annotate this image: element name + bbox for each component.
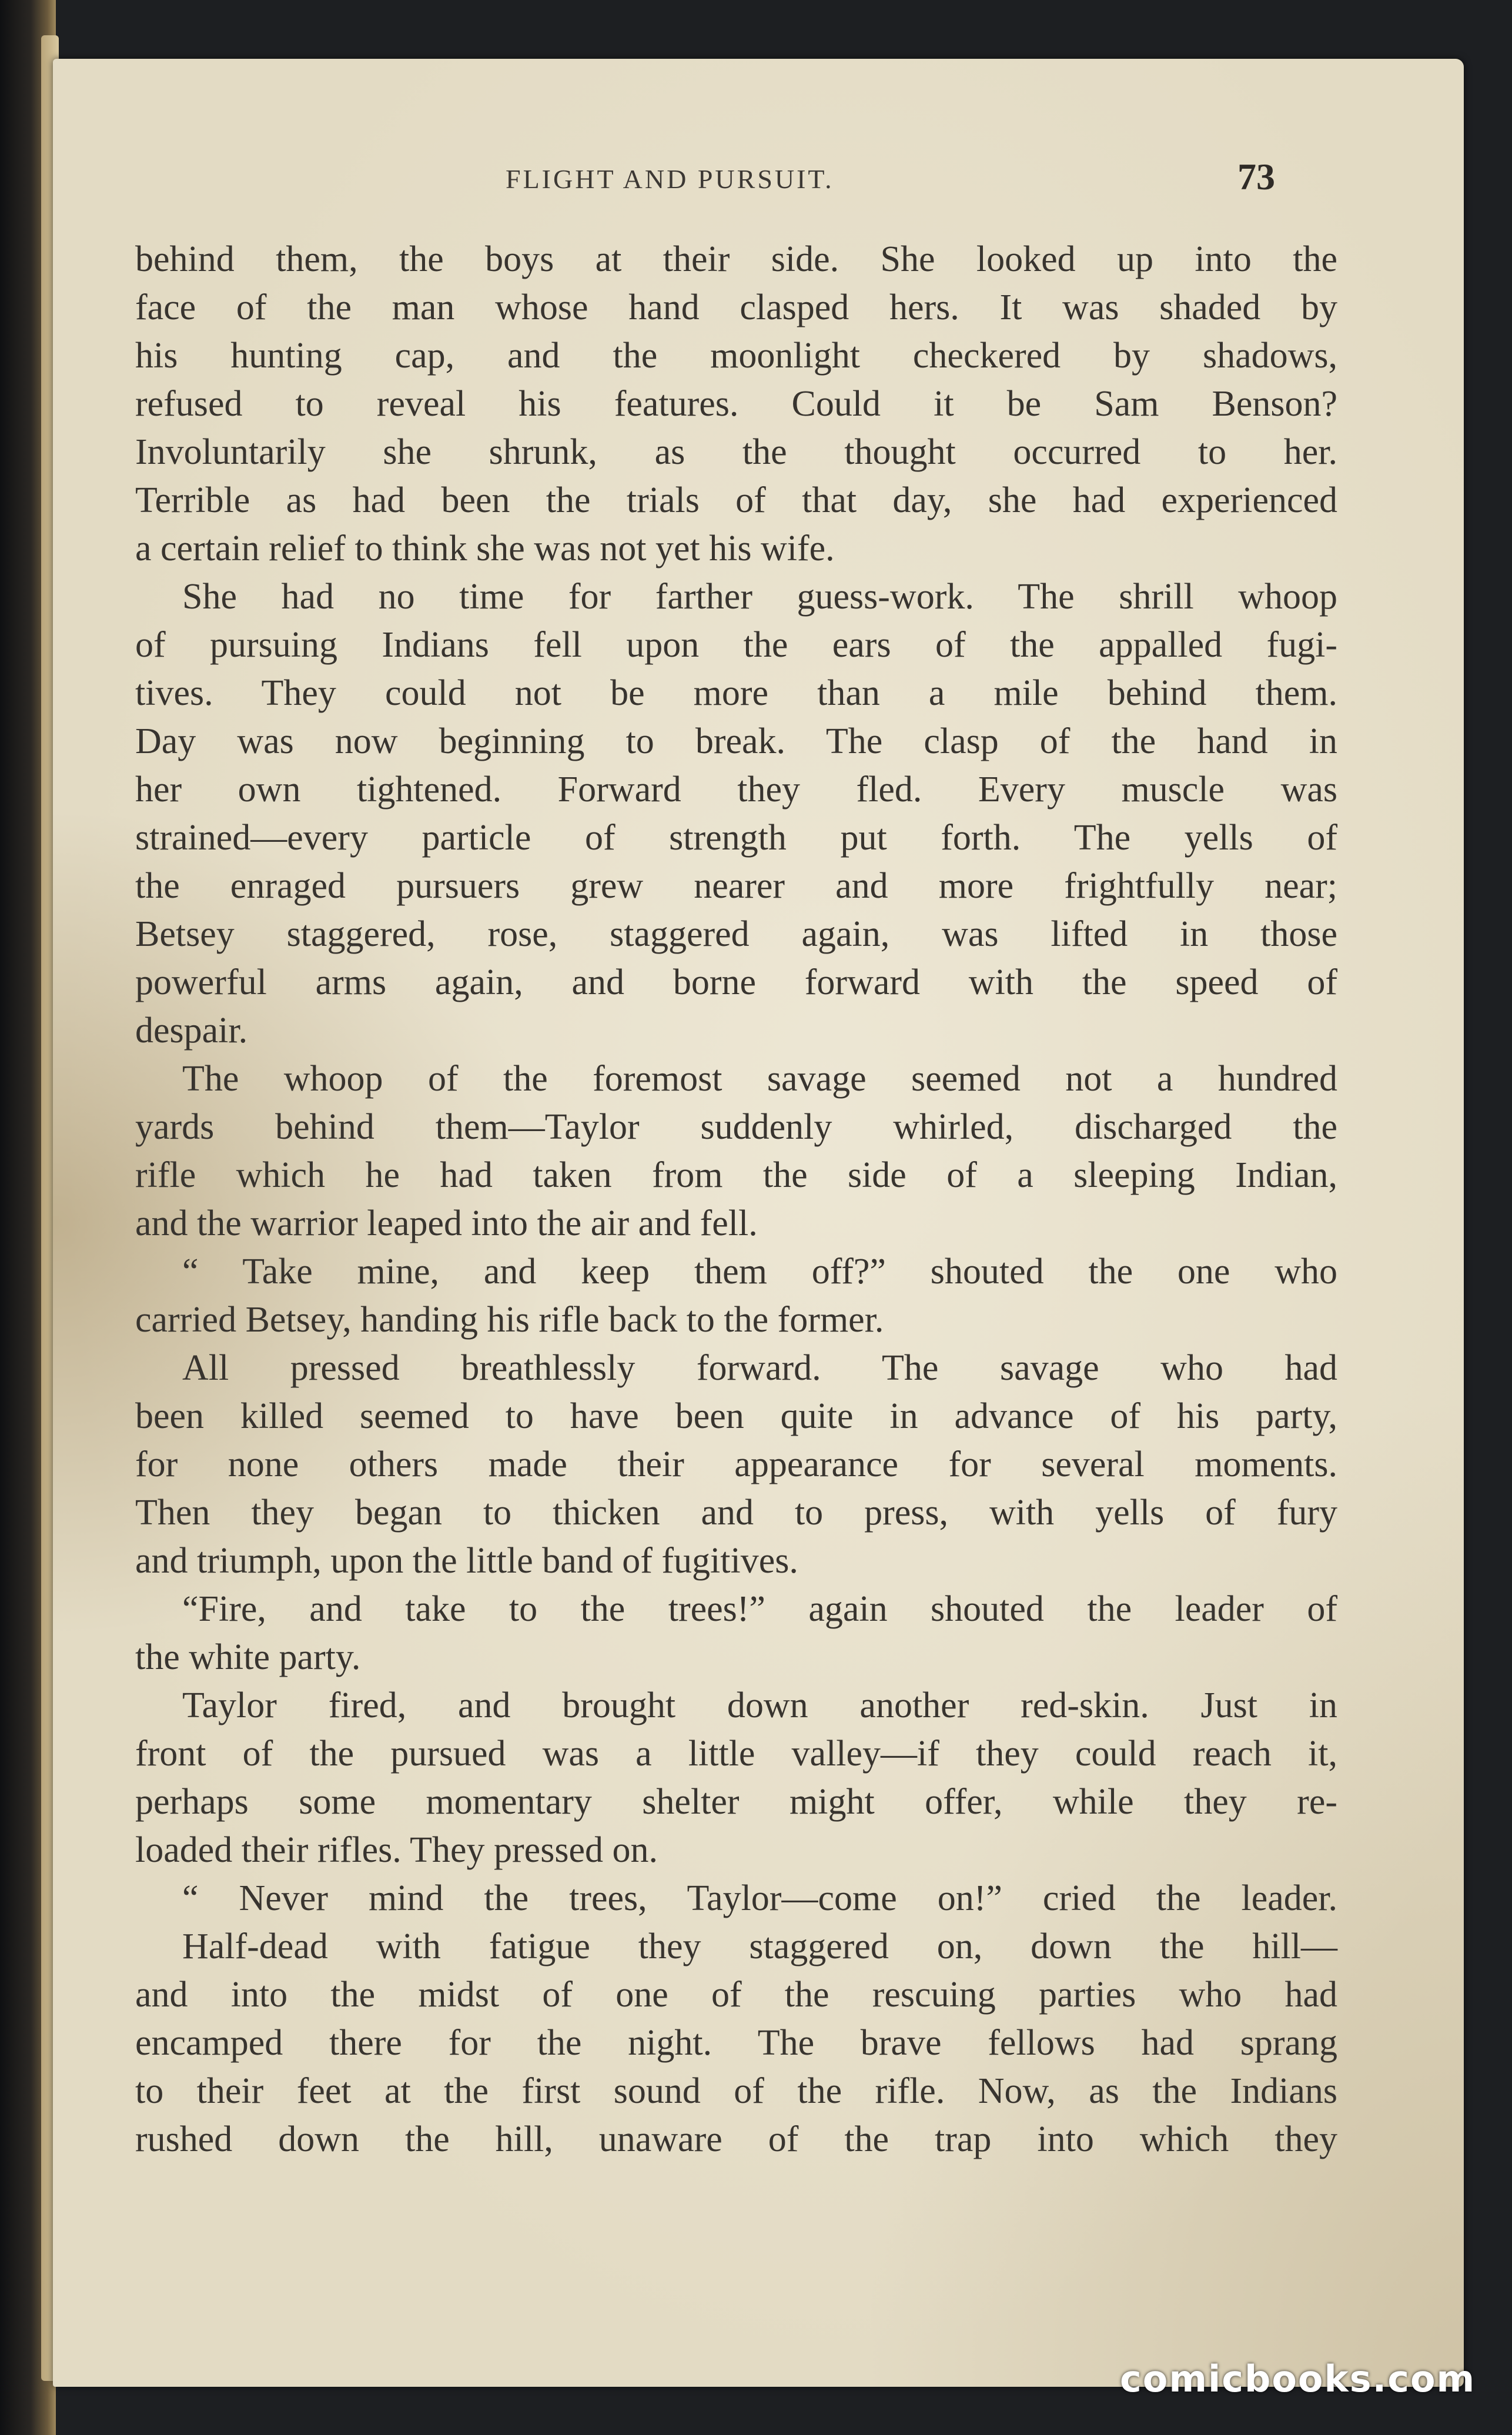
text-line: carried Betsey, handing his rifle back to the former. bbox=[135, 1300, 884, 1340]
text-line: Terrible as had been the trials of that day, she had experienced bbox=[135, 480, 1337, 520]
text-line: She had no time for farther guess-work. The shrill whoop bbox=[182, 577, 1337, 617]
text-line: encamped there for the night. The brave fellows had sprang bbox=[135, 2023, 1337, 2063]
text-line: Half-dead with fatigue they staggered on, down the hill— bbox=[182, 1926, 1337, 1966]
text-line: the white party. bbox=[135, 1637, 361, 1677]
text-line: rifle which he had taken from the side of a sleeping Indian, bbox=[135, 1155, 1337, 1195]
text-line: refused to reveal his features. Could it be Sam Benson? bbox=[135, 384, 1337, 424]
text-line: yards behind them—Taylor suddenly whirled, discharged the bbox=[135, 1107, 1337, 1147]
text-line: Involuntarily she shrunk, as the thought occurred to her. bbox=[135, 432, 1337, 472]
text-line: All pressed breathlessly forward. The savage who had bbox=[182, 1348, 1337, 1388]
body-text bbox=[135, 235, 1337, 2163]
text-line: despair. bbox=[135, 1011, 248, 1051]
text-line: The whoop of the foremost savage seemed not a hundred bbox=[182, 1059, 1337, 1099]
text-line: the enraged pursuers grew nearer and more frightfully near; bbox=[135, 866, 1337, 906]
text-line: powerful arms again, and borne forward with the speed of bbox=[135, 962, 1337, 1002]
text-line: a certain relief to think she was not yet his wife. bbox=[135, 529, 835, 568]
text-line: rushed down the hill, unaware of the trap into which they bbox=[135, 2119, 1337, 2159]
text-line: to their feet at the first sound of the rifle. Now, as the Indians bbox=[135, 2071, 1337, 2111]
text-line: and the warrior leaped into the air and fell. bbox=[135, 1203, 758, 1243]
text-line: Betsey staggered, rose, staggered again, was lifted in those bbox=[135, 914, 1337, 954]
text-line: for none others made their appearance for several moments. bbox=[135, 1444, 1337, 1484]
text-line: perhaps some momentary shelter might offer, while they re- bbox=[135, 1782, 1337, 1822]
text-line: behind them, the boys at their side. She looked up into the bbox=[135, 239, 1337, 279]
site-watermark: comicbooks.com bbox=[1120, 2357, 1476, 2400]
text-line: Taylor fired, and brought down another red-skin. Just in bbox=[182, 1685, 1337, 1725]
text-line: and triumph, upon the little band of fugitives. bbox=[135, 1541, 798, 1581]
text-line: face of the man whose hand clasped hers. It was shaded by bbox=[135, 287, 1337, 327]
text-line: loaded their rifles. They pressed on. bbox=[135, 1830, 658, 1870]
text-line: “Fire, and take to the trees!” again shouted the leader of bbox=[182, 1589, 1337, 1629]
running-head bbox=[53, 156, 1464, 205]
text-line: Then they began to thicken and to press, with yells of fury bbox=[135, 1493, 1337, 1533]
text-line: tives. They could not be more than a mile behind them. bbox=[135, 673, 1337, 713]
text-line: been killed seemed to have been quite in advance of his party, bbox=[135, 1396, 1337, 1436]
text-line: and into the midst of one of the rescuing parties who had bbox=[135, 1975, 1337, 2015]
text-line: “ Never mind the trees, Taylor—come on!” cried the leader. bbox=[182, 1878, 1337, 1918]
text-line: “ Take mine, and keep them off?” shouted the one who bbox=[182, 1252, 1337, 1292]
text-line: of pursuing Indians fell upon the ears of the appalled fugi- bbox=[135, 625, 1337, 665]
text-line: his hunting cap, and the moonlight checkered by shadows, bbox=[135, 336, 1337, 376]
text-line: Day was now beginning to break. The clasp of the hand in bbox=[135, 721, 1337, 761]
page-number: 73 bbox=[1237, 156, 1275, 198]
text-line: front of the pursued was a little valley—if they could reach it, bbox=[135, 1734, 1337, 1774]
book-page bbox=[53, 59, 1464, 2387]
text-line: strained—every particle of strength put forth. The yells of bbox=[135, 818, 1337, 858]
running-title: FLIGHT AND PURSUIT. bbox=[506, 164, 834, 194]
text-line: her own tightened. Forward they fled. Every muscle was bbox=[135, 770, 1337, 810]
